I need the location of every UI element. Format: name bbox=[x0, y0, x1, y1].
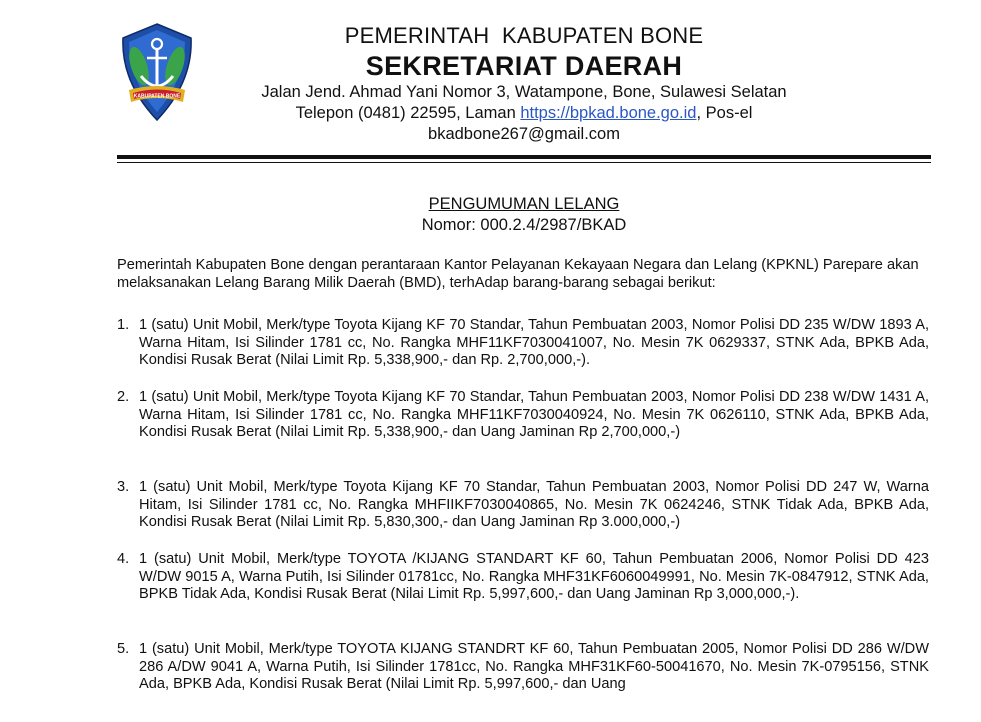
item-text: 1 (satu) Unit Mobil, Merk/type TOYOTA KIJANG STANDRT KF 60, Tahun Pembuatan 2005, Nomor Polisi DD 286 W/DW 286 A/DW 9041 A, Warna Putih, Isi Silinder 1781cc, No. Rangka MHF31KF60-50041670, No. Mesin 7K-0795156, STNK Ada, BPKB Ada, Kondisi Rusak Berat (Nilai Limit Rp. 5,997,600,- dan Uang bbox=[139, 641, 929, 692]
item-number: 3. bbox=[117, 479, 130, 495]
emblem-ribbon-text: KABUPATEN BONE bbox=[133, 93, 181, 100]
email-label: , Pos-el bbox=[696, 104, 753, 122]
item-text: 1 (satu) Unit Mobil, Merk/type TOYOTA /KIJANG STANDART KF 60, Tahun Pembuatan 2006, Nomor Polisi DD 423 W/DW 9015 A, Warna Putih, Isi Silinder 01781cc, No. Rangka MHF31KF6060049991, No. Mesin 7K-0847912, STNK Ada, BPKB Tidak Ada, Kondisi Rusak Berat (Nilai Limit Rp. 5,997,600,- dan Uang Jaminan Rp 3,000,000,-). bbox=[139, 551, 929, 602]
letterhead-divider-thick bbox=[117, 155, 931, 159]
item-text: 1 (satu) Unit Mobil, Merk/type Toyota Kijang KF 70 Standar, Tahun Pembuatan 2003, Nomor Polisi DD 247 W, Warna Hitam, Isi Silinder 1781 cc, No. Rangka MHFIIKF7030040865, No. Mesin 7K 0624246, STNK Tidak Ada, BPKB Ada, Kondisi Rusak Berat (Nilai Limit Rp. 5,830,300,- dan Uang Jaminan Rp 3.000,000,-) bbox=[139, 479, 929, 530]
office-address: Jalan Jend. Ahmad Yani Nomor 3, Watampone, Bone, Sulawesi Selatan bbox=[261, 83, 787, 101]
item-number: 2. bbox=[117, 389, 130, 405]
item-text: 1 (satu) Unit Mobil, Merk/type Toyota Kijang KF 70 Standar, Tahun Pembuatan 2003, Nomor Polisi DD 238 W/DW 1431 A, Warna Hitam, Isi Silinder 1781 cc, No. Rangka MHF11KF7030040924, No. Mesin 7K 0626110, STNK Ada, BPKB Ada, Kondisi Rusak Berat (Nilai Limit Rp. 5,338,900,- dan Uang Jaminan Rp 2,700,000,-) bbox=[139, 389, 929, 440]
email-address: bkadbone267@gmail.com bbox=[428, 125, 620, 143]
list-item bbox=[117, 551, 929, 641]
letterhead-divider-thin bbox=[117, 162, 931, 163]
announcement-heading: PENGUMUMAN LELANG bbox=[428, 195, 620, 213]
bone-regency-emblem-icon bbox=[119, 22, 195, 122]
phone-text: Telepon (0481) 22595, Laman bbox=[295, 104, 521, 122]
auction-item-list bbox=[117, 317, 929, 694]
list-item bbox=[117, 641, 929, 694]
list-item bbox=[117, 389, 929, 479]
list-item bbox=[117, 479, 929, 551]
item-number: 5. bbox=[117, 641, 130, 657]
item-text: 1 (satu) Unit Mobil, Merk/type Toyota Kijang KF 70 Standar, Tahun Pembuatan 2003, Nomor Polisi DD 235 W/DW 1893 A, Warna Hitam, Isi Silinder 1781 cc, No. Rangka MHF11KF7030041007, No. Mesin 7K 0629337, STNK Ada, BPKB Ada, Kondisi Rusak Berat (Nilai Limit Rp. 5,338,900,- dan Rp. 2,700,000,-). bbox=[139, 317, 929, 368]
office-name: SEKRETARIAT DAERAH bbox=[365, 51, 683, 81]
list-item bbox=[117, 317, 929, 389]
announcement-number: Nomor: 000.2.4/2987/BKAD bbox=[421, 216, 627, 234]
intro-paragraph: Pemerintah Kabupaten Bone dengan perantaraan Kantor Pelayanan Kekayaan Negara dan Lelang (KPKNL) Parepare akan melaksanakan Lelang Barang Milik Daerah (BMD), terhAdap barang-barang sebagai berikut: bbox=[117, 257, 919, 291]
announcement-title bbox=[117, 194, 931, 236]
item-number: 4. bbox=[117, 551, 130, 567]
letterhead bbox=[200, 22, 848, 145]
item-number: 1. bbox=[117, 317, 130, 333]
website-link[interactable]: https://bpkad.bone.go.id bbox=[520, 104, 697, 122]
government-name: PEMERINTAH KABUPATEN BONE bbox=[344, 23, 704, 48]
contact-line bbox=[200, 103, 848, 124]
